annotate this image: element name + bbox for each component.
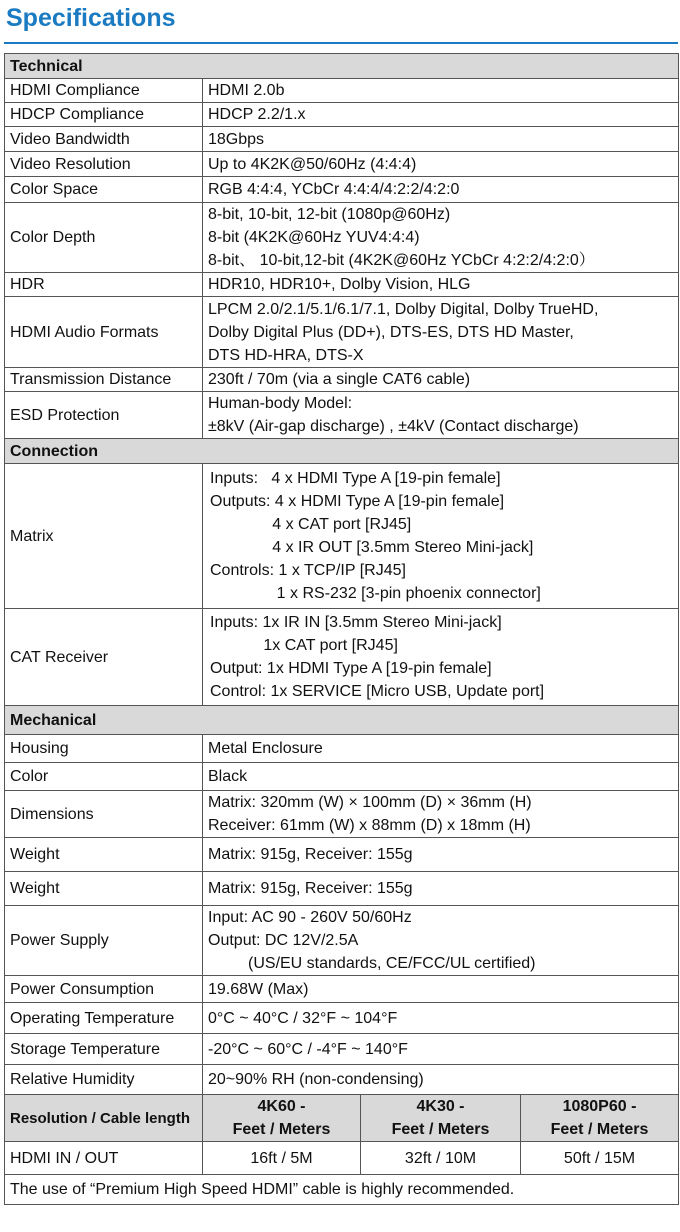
spec-value-line: Metal Enclosure — [208, 740, 323, 757]
spec-value-line: (US/EU standards, CE/FCC/UL certified) — [208, 955, 536, 972]
recommendation-note: The use of “Premium High Speed HDMI” cable is highly recommended. — [5, 1175, 679, 1205]
spec-value — [203, 177, 679, 203]
spec-label: CAT Receiver — [5, 609, 203, 706]
spec-label: ESD Protection — [5, 392, 203, 439]
spec-label: HDMI Audio Formats — [5, 297, 203, 368]
spec-row — [5, 609, 679, 706]
spec-value — [203, 906, 679, 976]
section-row — [5, 706, 679, 735]
spec-label: Dimensions — [5, 791, 203, 838]
spec-row — [5, 392, 679, 439]
spec-value — [203, 872, 679, 906]
spec-value-line: 8-bit、 10-bit,12-bit (4K2K@60Hz YCbCr 4:2:2/4:2:0） — [208, 252, 595, 269]
spec-row — [5, 906, 679, 976]
spec-row — [5, 1065, 679, 1095]
spec-value-line: Input: AC 90 - 260V 50/60Hz — [208, 909, 412, 926]
spec-value — [203, 127, 679, 152]
spec-value-line: Controls: 1 x TCP/IP [RJ45] — [210, 562, 406, 579]
spec-value — [203, 392, 679, 439]
spec-value-line: HDMI 2.0b — [208, 82, 285, 99]
resolution-cable-length: 32ft / 10M — [361, 1142, 521, 1175]
spec-value-line: 19.68W (Max) — [208, 980, 309, 998]
spec-value — [203, 609, 679, 706]
spec-row — [5, 1003, 679, 1034]
spec-value — [203, 152, 679, 177]
spec-label: Relative Humidity — [5, 1065, 203, 1095]
resolution-column-unit: Feet / Meters — [550, 1121, 649, 1138]
spec-label: Video Resolution — [5, 152, 203, 177]
spec-label: Color Space — [5, 177, 203, 203]
spec-value — [203, 297, 679, 368]
resolution-column-mode: 4K30 - — [416, 1098, 465, 1115]
specifications-table — [4, 53, 679, 1205]
resolution-cable-length: 50ft / 15M — [521, 1142, 679, 1175]
spec-row — [5, 872, 679, 906]
page-title: Specifications — [6, 4, 176, 32]
spec-row — [5, 273, 679, 297]
spec-value-line: 4 x IR OUT [3.5mm Stereo Mini-jack] — [210, 539, 534, 556]
resolution-column-unit: Feet / Meters — [391, 1121, 490, 1138]
spec-value-line: Inputs: 4 x HDMI Type A [19-pin female] — [210, 470, 501, 487]
spec-value-line: Human-body Model: — [208, 395, 353, 412]
spec-value-line: Control: 1x SERVICE [Micro USB, Update port] — [210, 683, 545, 700]
resolution-column-header — [203, 1095, 361, 1142]
spec-label: Video Bandwidth — [5, 127, 203, 152]
spec-row — [5, 152, 679, 177]
spec-value — [203, 203, 679, 273]
spec-value — [203, 1065, 679, 1095]
spec-value-line: Dolby Digital Plus (DD+), DTS-ES, DTS HD Master, — [208, 323, 574, 341]
section-heading: Connection — [5, 439, 679, 464]
spec-row — [5, 763, 679, 791]
spec-value-line: 18Gbps — [208, 130, 265, 148]
resolution-cable-length: 16ft / 5M — [203, 1142, 361, 1175]
spec-value — [203, 273, 679, 297]
spec-label: Weight — [5, 838, 203, 872]
spec-value-line: RGB 4:4:4, YCbCr 4:4:4/4:2:2/4:2:0 — [208, 181, 460, 198]
spec-label: Color Depth — [5, 203, 203, 273]
spec-label: HDCP Compliance — [5, 103, 203, 127]
spec-label: Housing — [5, 735, 203, 763]
resolution-column-unit: Feet / Meters — [232, 1121, 331, 1138]
spec-label: HDMI Compliance — [5, 79, 203, 103]
spec-label: HDR — [5, 273, 203, 297]
resolution-column-mode: 1080P60 - — [562, 1098, 637, 1115]
spec-label: Color — [5, 763, 203, 791]
spec-value — [203, 735, 679, 763]
spec-value-line: 230ft / 70m (via a single CAT6 cable) — [208, 371, 471, 388]
spec-value-line: Output: DC 12V/2.5A — [208, 932, 359, 949]
spec-value-line: 20~90% RH (non-condensing) — [208, 1071, 424, 1088]
spec-value — [203, 103, 679, 127]
spec-value-line: ±8kV (Air-gap discharge) , ±4kV (Contact discharge) — [208, 418, 579, 435]
spec-row — [5, 464, 679, 609]
spec-value-line: 8-bit (4K2K@60Hz YUV4:4:4) — [208, 229, 420, 246]
resolution-row-label: HDMI IN / OUT — [5, 1142, 203, 1175]
spec-value-line: Black — [208, 768, 248, 785]
spec-value-line: HDR10, HDR10+, Dolby Vision, HLG — [208, 276, 471, 293]
spec-value-line: HDCP 2.2/1.x — [208, 106, 306, 123]
resolution-value-row — [5, 1142, 679, 1175]
spec-value — [203, 763, 679, 791]
spec-label: Weight — [5, 872, 203, 906]
spec-row — [5, 103, 679, 127]
spec-value — [203, 79, 679, 103]
spec-value-line: 0°C ~ 40°C / 32°F ~ 104°F — [208, 1009, 398, 1027]
spec-value — [203, 791, 679, 838]
resolution-header-row — [5, 1095, 679, 1142]
spec-value-line: Matrix: 915g, Receiver: 155g — [208, 880, 413, 897]
section-row — [5, 439, 679, 464]
section-row — [5, 54, 679, 79]
spec-value-line: Outputs: 4 x HDMI Type A [19-pin female] — [210, 493, 505, 510]
spec-value-line: LPCM 2.0/2.1/5.1/6.1/7.1, Dolby Digital, Dolby TrueHD, — [208, 300, 599, 318]
spec-row — [5, 79, 679, 103]
spec-value-line: Receiver: 61mm (W) x 88mm (D) x 18mm (H) — [208, 817, 531, 834]
spec-value — [203, 464, 679, 609]
note-row — [5, 1175, 679, 1205]
resolution-header-label: Resolution / Cable length — [5, 1095, 203, 1142]
specifications-table-body — [5, 54, 679, 1205]
spec-row — [5, 368, 679, 392]
spec-value-line: 1 x RS-232 [3-pin phoenix connector] — [210, 585, 541, 602]
section-heading: Technical — [5, 54, 679, 79]
spec-label: Transmission Distance — [5, 368, 203, 392]
spec-value-line: Inputs: 1x IR IN [3.5mm Stereo Mini-jack] — [210, 614, 502, 631]
spec-value-line: Output: 1x HDMI Type A [19-pin female] — [210, 660, 492, 677]
spec-value-line: 4 x CAT port [RJ45] — [210, 516, 412, 533]
spec-value — [203, 1034, 679, 1065]
spec-row — [5, 976, 679, 1003]
spec-value — [203, 976, 679, 1003]
spec-value-line: Matrix: 320mm (W) × 100mm (D) × 36mm (H) — [208, 794, 532, 811]
spec-value-line: 8-bit, 10-bit, 12-bit (1080p@60Hz) — [208, 206, 451, 223]
spec-value-line: Up to 4K2K@50/60Hz (4:4:4) — [208, 155, 417, 173]
spec-row — [5, 838, 679, 872]
spec-row — [5, 203, 679, 273]
resolution-column-header — [361, 1095, 521, 1142]
spec-value-line: DTS HD-HRA, DTS-X — [208, 346, 364, 364]
spec-value-line: Matrix: 915g, Receiver: 155g — [208, 846, 413, 863]
spec-label: Power Consumption — [5, 976, 203, 1003]
spec-row — [5, 735, 679, 763]
resolution-column-header — [521, 1095, 679, 1142]
spec-value-line: -20°C ~ 60°C / -4°F ~ 140°F — [208, 1040, 408, 1058]
spec-label: Operating Temperature — [5, 1003, 203, 1034]
section-heading: Mechanical — [5, 706, 679, 735]
spec-row — [5, 1034, 679, 1065]
spec-value — [203, 838, 679, 872]
resolution-column-mode: 4K60 - — [257, 1098, 306, 1115]
spec-row — [5, 177, 679, 203]
spec-label: Storage Temperature — [5, 1034, 203, 1065]
spec-value-line: 1x CAT port [RJ45] — [210, 637, 398, 654]
title-underline — [4, 42, 678, 44]
spec-label: Power Supply — [5, 906, 203, 976]
spec-row — [5, 791, 679, 838]
spec-row — [5, 127, 679, 152]
spec-value — [203, 368, 679, 392]
spec-label: Matrix — [5, 464, 203, 609]
spec-row — [5, 297, 679, 368]
spec-value — [203, 1003, 679, 1034]
